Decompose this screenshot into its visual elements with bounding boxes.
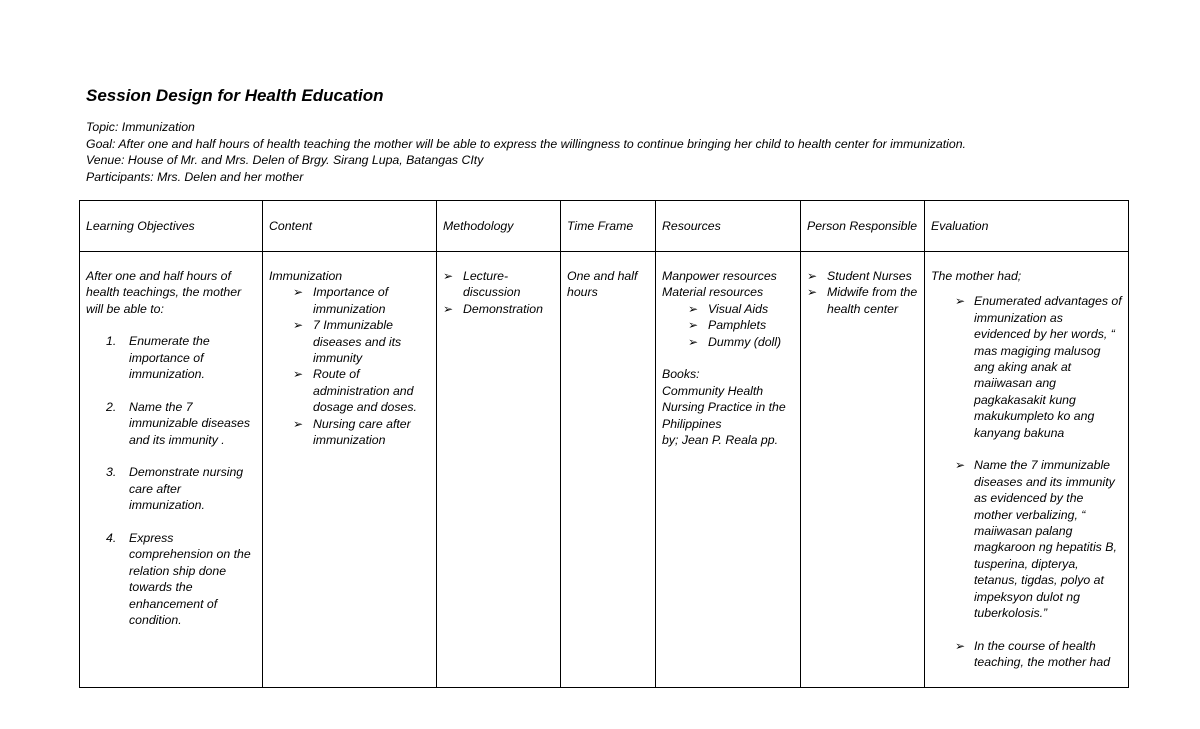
methodology-list xyxy=(443,268,554,317)
list-item: ➢ Name the 7 immunizable diseases and its immunity as evidenced by the mother verbalizing, “ maiiwasan palang magkaroon ng hepatitis B, tusperina, dipterya, tetanus, tigdas, polyo at impeksyon dulot ng tuberkolosis.” xyxy=(955,457,1122,621)
list-item: ➢ Dummy (doll) xyxy=(688,334,794,350)
cell-person-responsible xyxy=(801,252,925,688)
cell-content xyxy=(263,252,437,688)
header-resources: Resources xyxy=(656,201,801,252)
manpower-resources: Manpower resources xyxy=(662,269,777,283)
evaluation-intro: The mother had; xyxy=(931,269,1022,283)
header-content: Content xyxy=(263,201,437,252)
material-list xyxy=(688,301,794,350)
list-item: ➢ Demonstration xyxy=(443,301,554,317)
cell-time-frame xyxy=(561,252,656,688)
list-item: 4. Express comprehension on the relation ship done towards the enhancement of condition. xyxy=(106,531,251,628)
list-item: ➢ Lecture-discussion xyxy=(443,268,554,301)
content-list xyxy=(293,284,430,448)
time-frame-value: One and half hours xyxy=(567,269,638,300)
list-item: ➢ Route of administration and dosage and doses. xyxy=(293,366,430,415)
objectives-intro: After one and half hours of health teachings, the mother will be able to: xyxy=(86,269,242,316)
participants-line: Participants: Mrs. Delen and her mother xyxy=(86,169,304,184)
goal-line: Goal: After one and half hours of health teaching the mother will be able to express the willingness to continue bringing her child to health center for immunization. xyxy=(86,136,966,151)
list-item: 3. Demonstrate nursing care after immunization. xyxy=(106,465,244,513)
table-header-row xyxy=(80,201,1129,252)
session-design-table xyxy=(79,200,1129,688)
content-heading: Immunization xyxy=(269,269,343,283)
cell-evaluation xyxy=(925,252,1129,688)
cell-resources xyxy=(656,252,801,688)
list-item: ➢ Midwife from the health center xyxy=(807,284,918,317)
list-item: ➢ Visual Aids xyxy=(688,301,794,317)
list-item: ➢ Enumerated advantages of immunization as evidenced by her words, “ mas magiging malusog ang aking anak at maiiwasan ang pagkakasakit kung makukumpleto ko ang kanyang bakuna xyxy=(955,293,1122,441)
list-item: ➢ Student Nurses xyxy=(807,268,918,284)
evaluation-list xyxy=(955,293,1122,670)
material-resources: Material resources xyxy=(662,285,764,300)
list-item: ➢ Pamphlets xyxy=(688,317,794,333)
objectives-list xyxy=(86,333,256,628)
book-title: Community Health Nursing Practice in the Philippines xyxy=(662,383,786,431)
header-learning-objectives: Learning Objectives xyxy=(80,201,263,252)
list-item: ➢ In the course of health teaching, the mother had xyxy=(955,638,1122,671)
list-item: ➢ Nursing care after immunization xyxy=(293,416,430,449)
person-list xyxy=(807,268,918,317)
header-person-responsible: Person Responsible xyxy=(801,201,925,252)
topic-line: Topic: Immunization xyxy=(86,120,195,134)
header-evaluation: Evaluation xyxy=(925,201,1129,252)
table-row xyxy=(80,252,1129,688)
document-title: Session Design for Health Education xyxy=(86,86,384,105)
books-label: Books: xyxy=(662,367,700,382)
header-methodology: Methodology xyxy=(437,201,561,252)
list-item: ➢ 7 Immunizable diseases and its immunity xyxy=(293,317,430,366)
list-item: 2. Name the 7 immunizable diseases and its immunity . xyxy=(106,399,250,447)
book-author: by; Jean P. Reala pp. xyxy=(662,433,778,448)
header-time-frame: Time Frame xyxy=(561,201,656,252)
list-item: 1. Enumerate the importance of immunization. xyxy=(106,334,210,382)
cell-learning-objectives xyxy=(80,252,263,688)
venue-line: Venue: House of Mr. and Mrs. Delen of Brgy. Sirang Lupa, Batangas CIty xyxy=(86,153,484,167)
session-details xyxy=(86,119,966,185)
cell-methodology xyxy=(437,252,561,688)
list-item: ➢ Importance of immunization xyxy=(293,284,430,317)
